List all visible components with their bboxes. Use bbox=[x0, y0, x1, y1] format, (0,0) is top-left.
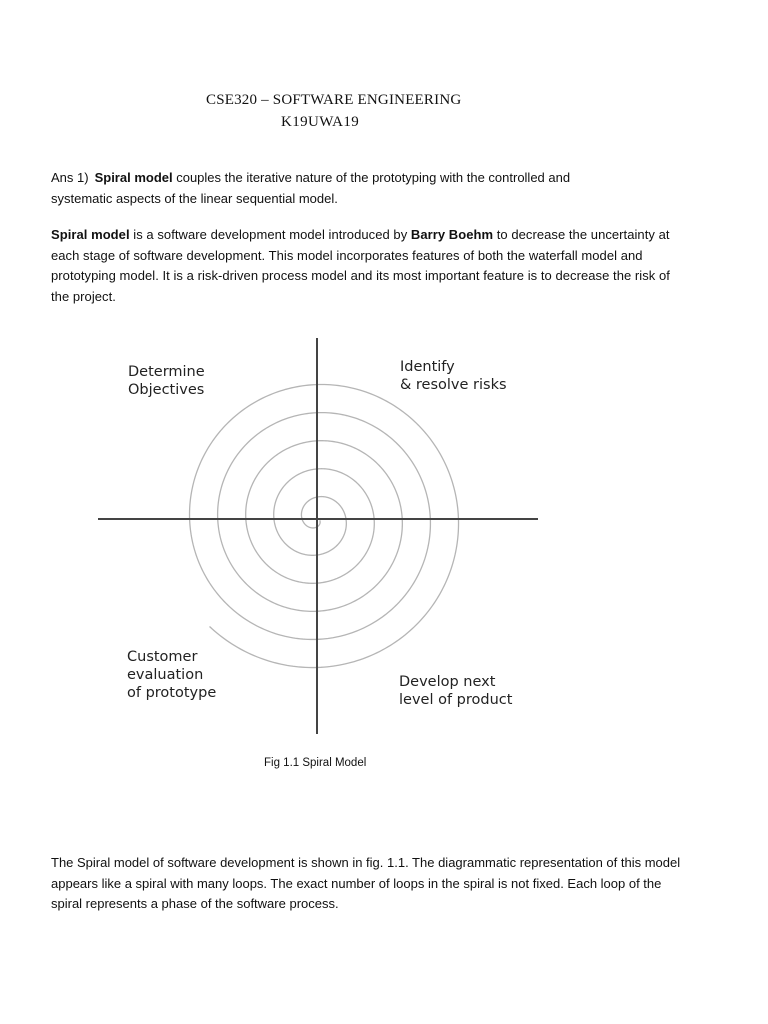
quadrant-label-develop-next-level: Develop next level of product bbox=[399, 674, 513, 708]
spiral-model-figure bbox=[96, 336, 540, 736]
answer-paragraph bbox=[51, 168, 691, 209]
description-paragraph: The Spiral model of software development is shown in fig. 1.1. The diagrammatic representation of this model appears like a spiral with many loops. The exact number of loops in the spiral is not fixed. Each loop of the spiral represents a phase of the software process. bbox=[51, 855, 681, 911]
spiral-curve bbox=[190, 385, 459, 668]
spiral-diagram bbox=[96, 336, 540, 736]
definition-text-part2: to decrease the uncertainty at each stage of software development. This model incorporates features of both the waterfall model and prototyping model. It is a risk-driven process model and its most important feature is to decrease the risk of the project. bbox=[51, 227, 670, 304]
answer-text-line2: systematic aspects of the linear sequential model. bbox=[51, 190, 338, 206]
term-spiral-model: Spiral model bbox=[51, 227, 130, 242]
definition-text-part1: is a software development model introduced by bbox=[129, 227, 411, 242]
answer-text-line1: couples the iterative nature of the prototyping with the controlled and bbox=[172, 170, 571, 185]
answer-label: Ans 1) bbox=[51, 170, 89, 185]
term-spiral-model: Spiral model bbox=[94, 170, 173, 185]
student-code: K19UWA19 bbox=[281, 114, 360, 130]
quadrant-label-determine-objectives: Determine Objectives bbox=[128, 364, 205, 398]
definition-paragraph bbox=[51, 225, 691, 307]
author-name: Barry Boehm bbox=[410, 227, 494, 242]
quadrant-label-identify-risks: Identify & resolve risks bbox=[400, 359, 507, 393]
quadrant-label-customer-evaluation: Customer evaluation of prototype bbox=[127, 649, 217, 701]
course-title: CSE320 – SOFTWARE ENGINEERING bbox=[206, 92, 462, 108]
figure-caption: Fig 1.1 Spiral Model bbox=[264, 757, 367, 769]
